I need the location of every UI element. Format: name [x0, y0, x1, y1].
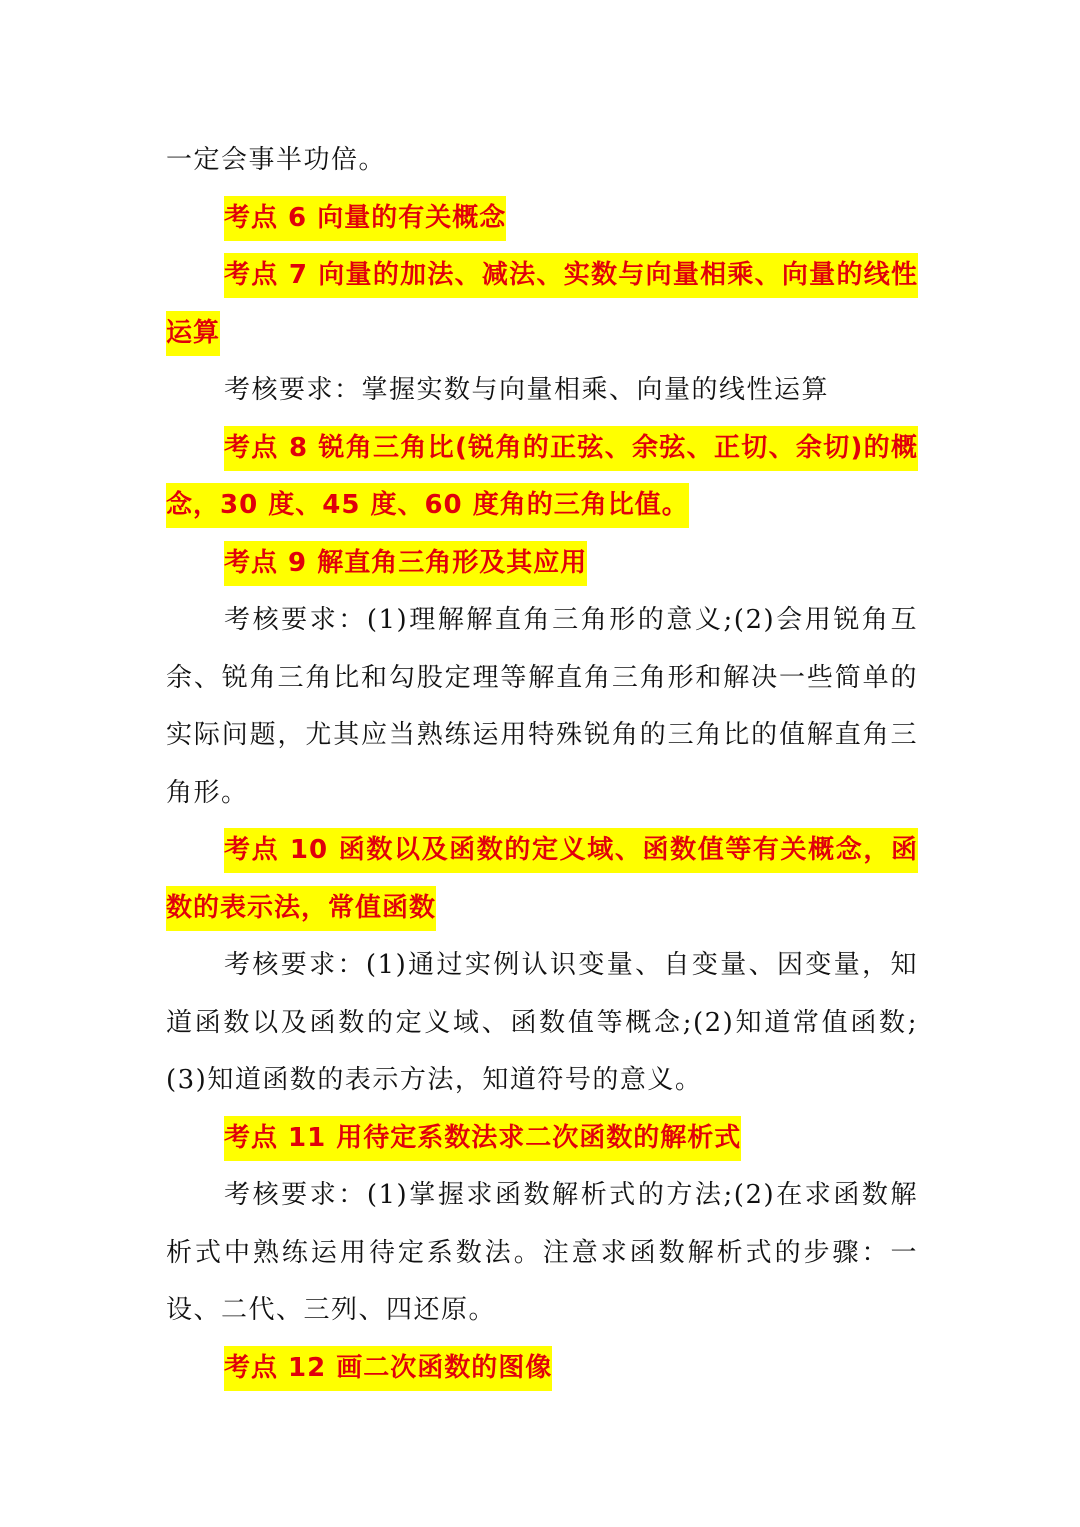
heading-kaodian-6 [166, 190, 918, 248]
paragraph-text: 考核要求：(1)通过实例认识变量、自变量、因变量，知道函数以及函数的定义域、函数值等概念;(2)知道常值函数;(3)知道函数的表示方法，知道符号的意义。 [166, 950, 918, 1095]
requirement-kaodian-9 [166, 592, 918, 822]
paragraph-text: 考核要求：掌握实数与向量相乘、向量的线性运算 [224, 375, 830, 405]
paragraph-intro-end [166, 132, 918, 190]
highlighted-heading: 考点 8 锐角三角比(锐角的正弦、余弦、正切、余切)的概念，30 度、45 度、60 度角的三角比值。 [166, 426, 918, 529]
paragraph-text: 考核要求：(1)理解解直角三角形的意义;(2)会用锐角互余、锐角三角比和勾股定理等解直角三角形和解决一些简单的实际问题，尤其应当熟练运用特殊锐角的三角比的值解直角三角形。 [166, 605, 918, 808]
heading-kaodian-11 [166, 1110, 918, 1168]
highlighted-heading: 考点 6 向量的有关概念 [224, 196, 506, 241]
requirement-kaodian-7 [166, 362, 918, 420]
heading-kaodian-12 [166, 1340, 918, 1398]
requirement-kaodian-10 [166, 937, 918, 1110]
paragraph-text: 考核要求：(1)掌握求函数解析式的方法;(2)在求函数解析式中熟练运用待定系数法。注意求函数解析式的步骤：一设、二代、三列、四还原。 [166, 1180, 918, 1325]
highlighted-heading: 考点 9 解直角三角形及其应用 [224, 541, 587, 586]
requirement-kaodian-11 [166, 1167, 918, 1340]
highlighted-heading: 考点 12 画二次函数的图像 [224, 1346, 552, 1391]
document-page [166, 132, 918, 1397]
highlighted-heading: 考点 10 函数以及函数的定义域、函数值等有关概念，函数的表示法，常值函数 [166, 828, 918, 931]
highlighted-heading: 考点 7 向量的加法、减法、实数与向量相乘、向量的线性运算 [166, 253, 918, 356]
heading-kaodian-9 [166, 535, 918, 593]
heading-kaodian-8 [166, 420, 918, 535]
heading-kaodian-7 [166, 247, 918, 362]
heading-kaodian-10 [166, 822, 918, 937]
highlighted-heading: 考点 11 用待定系数法求二次函数的解析式 [224, 1116, 741, 1161]
paragraph-text: 一定会事半功倍。 [166, 145, 387, 175]
